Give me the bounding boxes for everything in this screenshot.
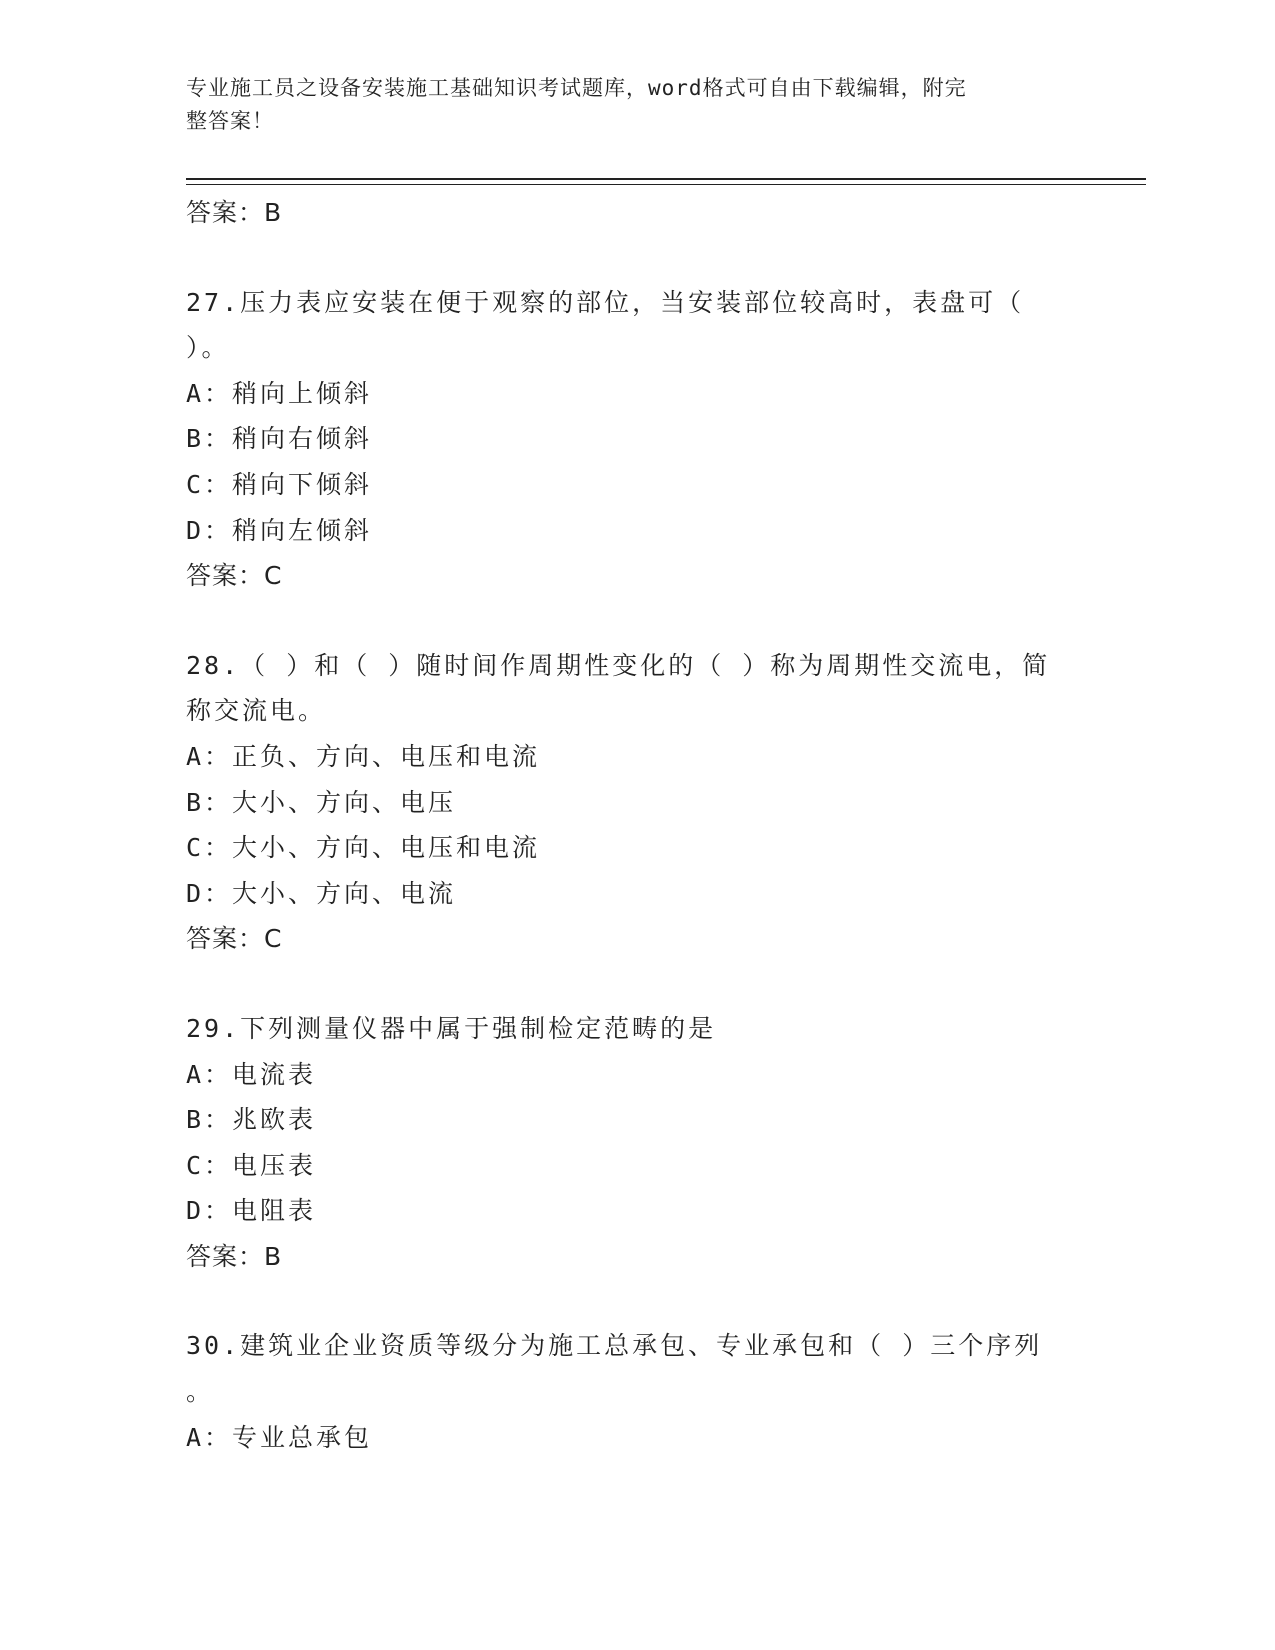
header-rule-thick <box>186 178 1146 180</box>
question-stem: 28.（ ）和（ ）随时间作周期性变化的（ ）称为周期性交流电，简 <box>186 650 1051 680</box>
option-a: A：电流表 <box>186 1059 317 1089</box>
question-30 <box>186 1323 1066 1460</box>
question-stem: 29.下列测量仪器中属于强制检定范畴的是 <box>186 1013 717 1043</box>
option-c: C：电压表 <box>186 1150 317 1180</box>
option-b: B：稍向右倾斜 <box>186 424 373 454</box>
question-stem-continued: 。 <box>186 1377 215 1407</box>
answer-line: 答案：C <box>186 561 283 591</box>
option-b: B：兆欧表 <box>186 1105 317 1135</box>
option-a: A：稍向上倾斜 <box>186 378 373 408</box>
question-27 <box>186 280 1066 599</box>
option-d: D：稍向左倾斜 <box>186 515 373 545</box>
question-28 <box>186 643 1066 962</box>
option-c: C：大小、方向、电压和电流 <box>186 833 541 863</box>
option-d: D：大小、方向、电流 <box>186 878 457 908</box>
option-c: C：稍向下倾斜 <box>186 469 373 499</box>
header-rule-thin <box>186 184 1146 185</box>
question-stem-continued: ）。 <box>186 333 230 363</box>
question-stem: 27.压力表应安装在便于观察的部位，当安装部位较高时，表盘可（ <box>186 287 1025 317</box>
header-line-2: 整答案！ <box>186 109 274 133</box>
option-d: D：电阻表 <box>186 1196 317 1226</box>
question-list <box>186 190 1066 1460</box>
answer-line: 答案：C <box>186 924 283 954</box>
option-b: B：大小、方向、电压 <box>186 787 457 817</box>
answer-line: 答案：B <box>186 198 283 227</box>
option-a: A：专业总承包 <box>186 1422 373 1452</box>
question-stem-continued: 称交流电。 <box>186 696 327 726</box>
answer-line: 答案：B <box>186 1241 283 1271</box>
document-header <box>186 72 1066 138</box>
option-a: A：正负、方向、电压和电流 <box>186 741 541 771</box>
question-29 <box>186 1006 1066 1280</box>
header-line-1: 专业施工员之设备安装施工基础知识考试题库，word格式可自由下载编辑，附完 <box>186 76 967 100</box>
question-stem: 30.建筑业企业资质等级分为施工总承包、专业承包和（ ）三个序列 <box>186 1331 1043 1361</box>
